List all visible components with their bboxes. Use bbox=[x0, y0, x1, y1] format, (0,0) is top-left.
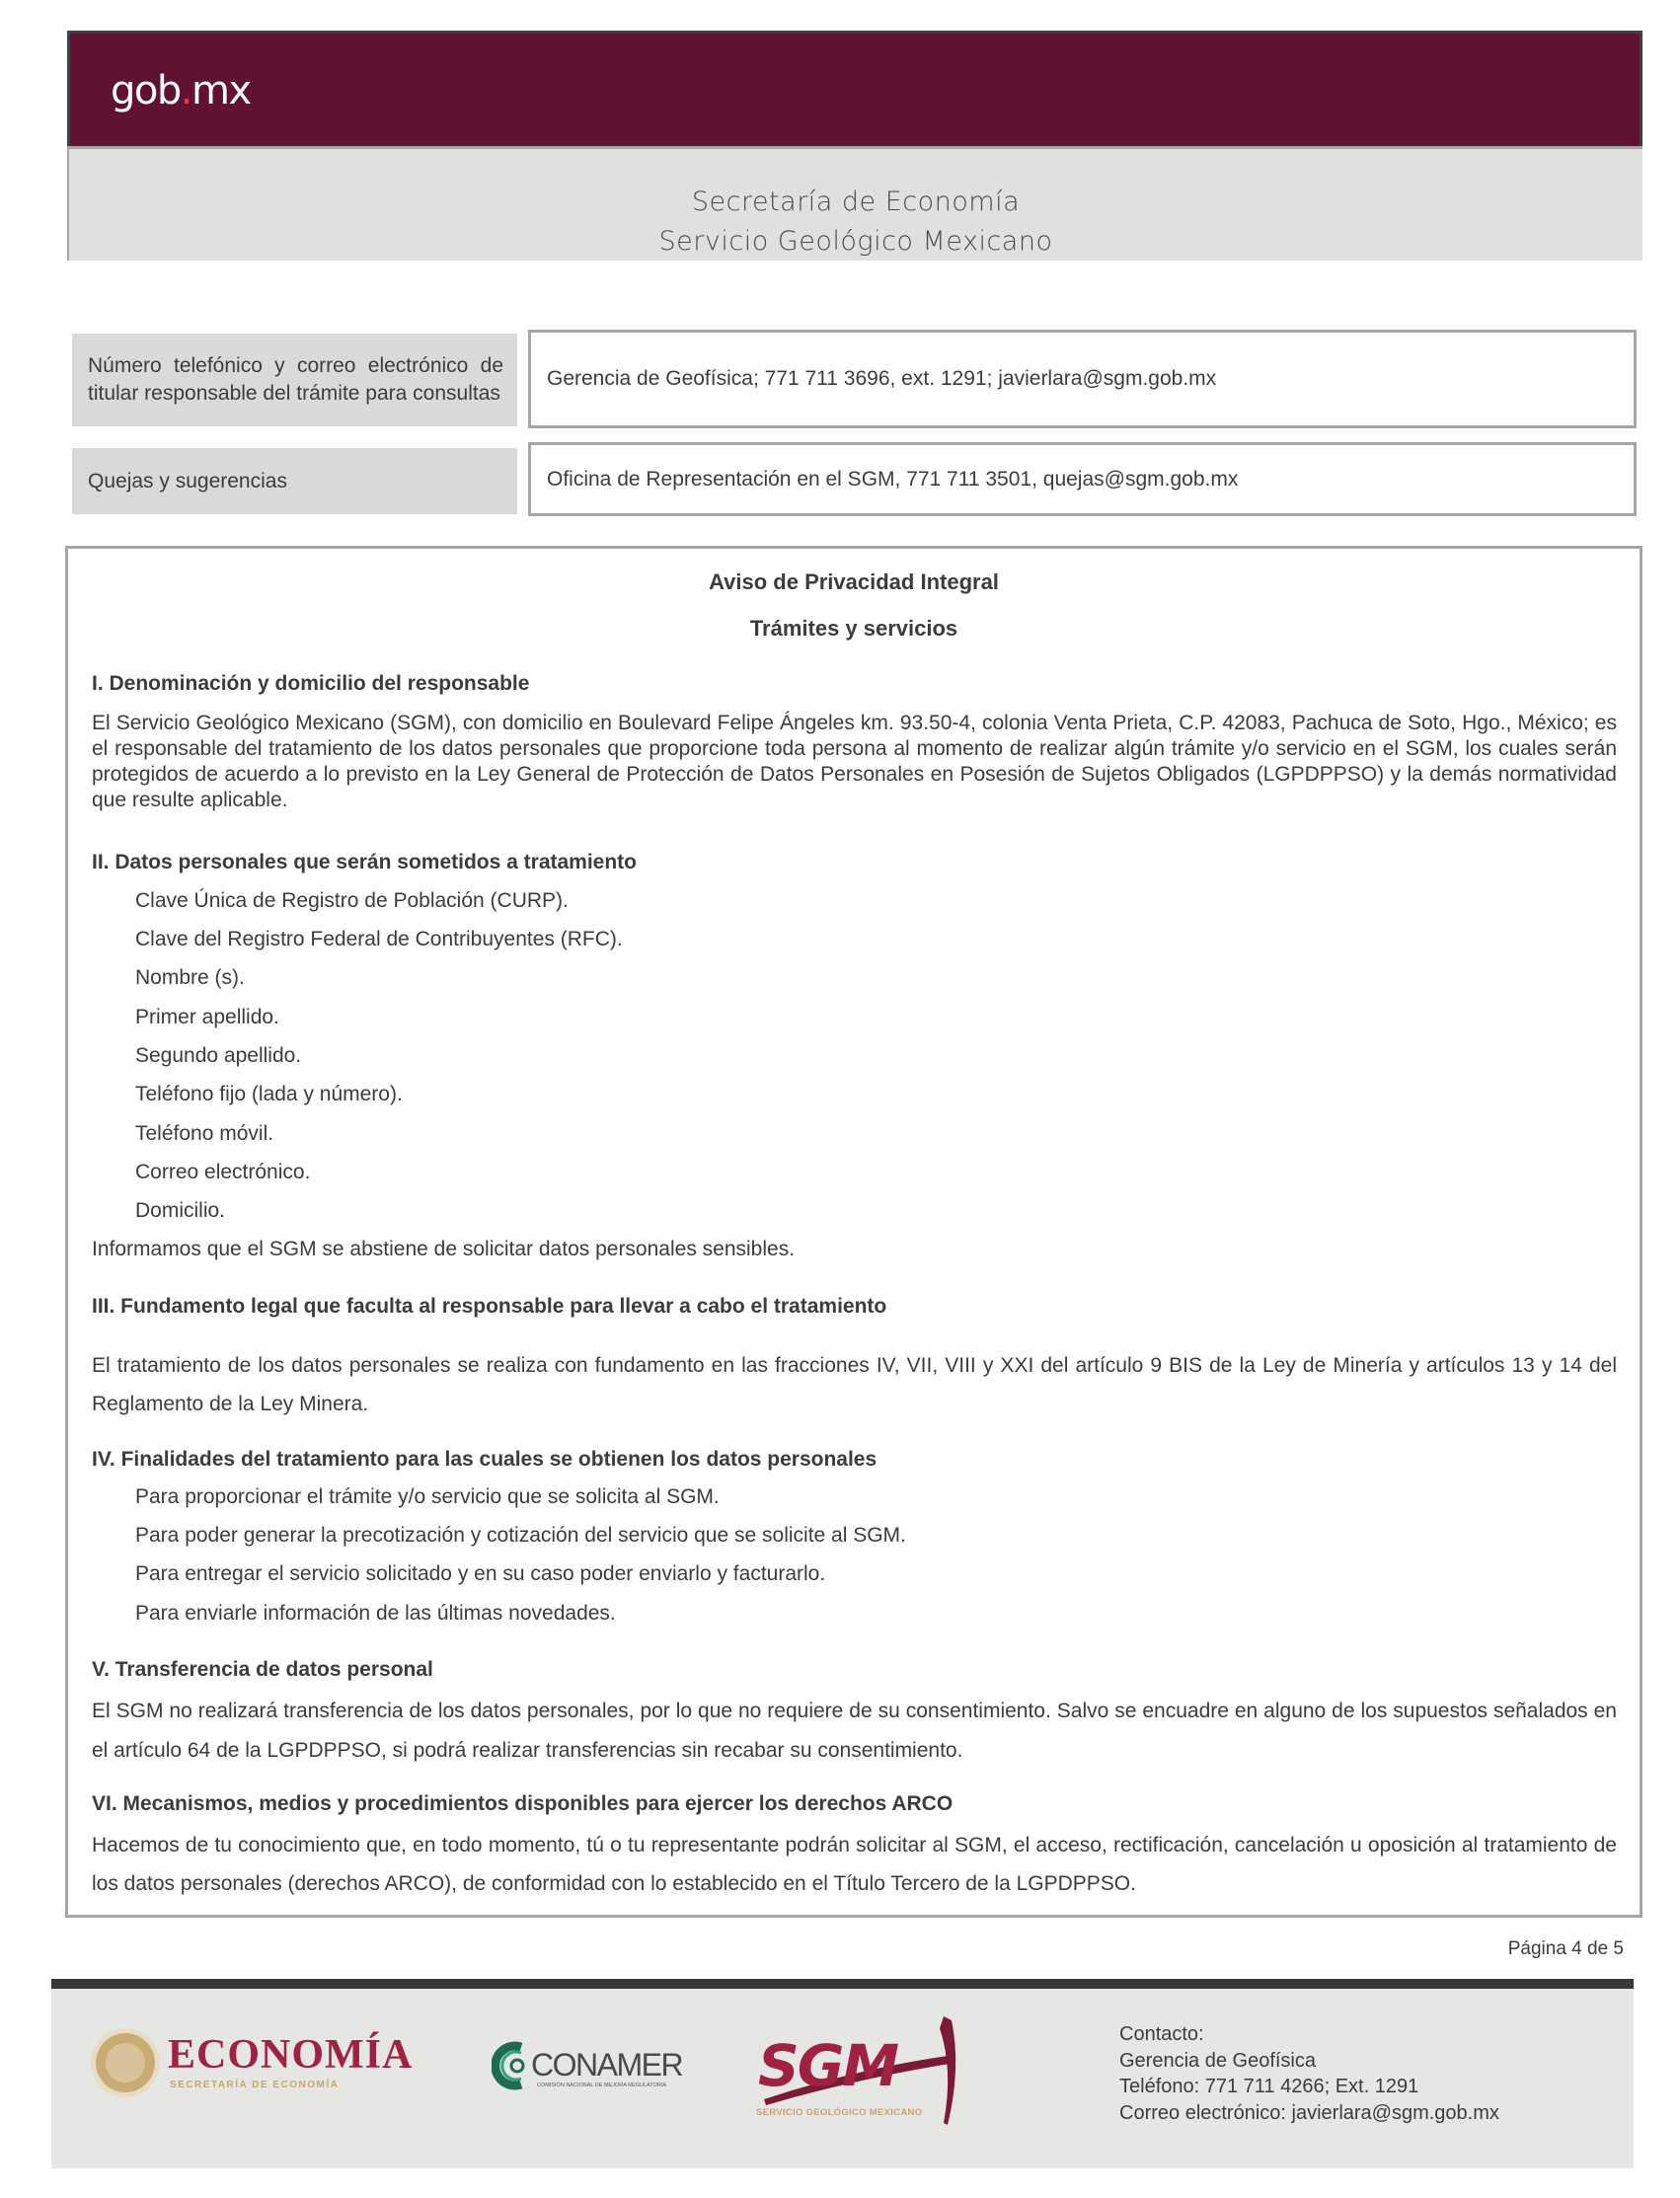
section-heading-3: III. Fundamento legal que faculta al responsable para llevar a cabo el tratamiento bbox=[92, 1295, 887, 1318]
privacy-title: Aviso de Privacidad Integral bbox=[709, 569, 999, 594]
contact-phone: Teléfono: 771 711 4266; Ext. 1291 bbox=[1119, 2076, 1419, 2097]
privacy-subtitle: Trámites y servicios bbox=[749, 616, 958, 641]
list-item: Para entregar el servicio solicitado y en su caso poder enviarlo y facturarlo. bbox=[135, 1562, 826, 1585]
gob-mx-logo[interactable] bbox=[111, 67, 251, 114]
ministry-name: Secretaría de Economía bbox=[691, 187, 1021, 217]
complaints-value: Oficina de Representación en el SGM, 771 711 3501, quejas@sgm.gob.mx bbox=[528, 442, 1637, 516]
sgm-subtitle: SERVICIO GEOLÓGICO MEXICANO bbox=[756, 2107, 923, 2118]
footer-contact bbox=[1119, 2021, 1499, 2126]
contact-label: Contacto: bbox=[1119, 2023, 1204, 2045]
responsible-contact-value: Gerencia de Geofísica; 771 711 3696, ext. 1291; javierlara@sgm.gob.mx bbox=[528, 330, 1637, 428]
contact-email[interactable]: Correo electrónico: javierlara@sgm.gob.mx bbox=[1119, 2101, 1499, 2124]
responsible-contact-label: Número telefónico y correo electrónico de titular responsable del trámite para consultas bbox=[72, 334, 517, 426]
conamer-wordmark: CONAMER bbox=[531, 2047, 683, 2083]
section-heading-4: IV. Finalidades del tratamiento para las cuales se obtienen los datos personales bbox=[92, 1448, 878, 1471]
list-item: Domicilio. bbox=[135, 1199, 226, 1222]
list-item: Teléfono fijo (lada y número). bbox=[135, 1083, 403, 1105]
list-item: Para proporcionar el trámite y/o servicio que se solicita al SGM. bbox=[135, 1485, 720, 1508]
section-body-3: El tratamiento de los datos personales se realiza con fundamento en las fracciones IV, VII, VIII y XXI del artículo 9 BIS de la Ley de Minería y artículos 13 y 14 del Reglamento de la Ley Minera. bbox=[92, 1354, 1617, 1415]
list-item: Segundo apellido. bbox=[135, 1044, 302, 1067]
conamer-subtitle: COMISIÓN NACIONAL DE MEJORA REGULATORIA bbox=[537, 2083, 667, 2088]
section-heading-1: I. Denominación y domicilio del responsable bbox=[92, 672, 530, 695]
sensitive-data-note: Informamos que el SGM se abstiene de solicitar datos personales sensibles. bbox=[92, 1238, 796, 1260]
national-seal-icon bbox=[91, 2028, 160, 2097]
contact-office: Gerencia de Geofísica bbox=[1119, 2049, 1316, 2072]
agency-banner bbox=[67, 146, 1642, 261]
logo-gob: gob bbox=[111, 68, 181, 114]
list-item: Primer apellido. bbox=[135, 1006, 279, 1028]
list-item: Clave del Registro Federal de Contribuyentes (RFC). bbox=[135, 928, 623, 950]
page-number: Página 4 de 5 bbox=[1507, 1938, 1624, 1959]
economia-wordmark: ECONOMÍA bbox=[168, 2032, 414, 2078]
economia-subtitle: SECRETARÍA DE ECONOMÍA bbox=[170, 2080, 340, 2090]
list-item: Correo electrónico. bbox=[135, 1161, 311, 1183]
list-item: Teléfono móvil. bbox=[135, 1122, 274, 1145]
agency-name: Servicio Geológico Mexicano bbox=[658, 226, 1053, 257]
complaints-label: Quejas y sugerencias bbox=[72, 448, 517, 514]
list-item: Para poder generar la precotización y cotización del servicio que se solicite al SGM. bbox=[135, 1524, 906, 1547]
section-body-1: El Servicio Geológico Mexicano (SGM), con domicilio en Boulevard Felipe Ángeles km. 93.50-4, colonia Venta Prieta, C.P. 42083, Pachuca de Soto, Hgo., México; es el responsable del tratamiento de los datos personales que proporcione toda persona al momento de realizar algún trámite y/o servicio en el SGM, los cuales serán protegidos de acuerdo a lo previsto en la Ley General de Protección de Datos Personales en Posesión de Sujetos Obligados (LGPDPPSO) y la demás normatividad que resulte aplicable. bbox=[92, 712, 1617, 811]
conamer-logo bbox=[492, 2041, 683, 2100]
economia-logo bbox=[91, 2028, 414, 2107]
section-heading-2: II. Datos personales que serán sometidos a tratamiento bbox=[92, 851, 637, 873]
logo-dot: . bbox=[180, 68, 191, 114]
list-item: Nombre (s). bbox=[135, 966, 245, 989]
list-item: Para enviarle información de las últimas novedades. bbox=[135, 1602, 616, 1625]
footer-divider bbox=[51, 1979, 1634, 1989]
sgm-logo bbox=[754, 2009, 971, 2127]
sgm-wordmark: SGM bbox=[758, 2032, 898, 2099]
section-heading-5: V. Transferencia de datos personal bbox=[92, 1658, 433, 1681]
logo-mx: mx bbox=[191, 68, 251, 114]
section-body-6: Hacemos de tu conocimiento que, en todo momento, tú o tu representante podrán solicitar al SGM, el acceso, rectificación, cancelación u oposición al tratamiento de los datos personales (derechos ARCO), de conformidad con lo establecido en el Título Tercero de la LGPDPPSO. bbox=[92, 1834, 1617, 1895]
gob-header-bar bbox=[67, 31, 1642, 146]
section-heading-6: VI. Mecanismos, medios y procedimientos disponibles para ejercer los derechos ARCO bbox=[92, 1792, 954, 1815]
section-body-5: El SGM no realizará transferencia de los datos personales, por lo que no requiere de su consentimiento. Salvo se encuadre en alguno de los supuestos señalados en el artículo 64 de la LGPDPPSO, si podrá realizar transferencias sin recabar su consentimiento. bbox=[92, 1700, 1617, 1762]
list-item: Clave Única de Registro de Población (CURP). bbox=[135, 889, 569, 912]
